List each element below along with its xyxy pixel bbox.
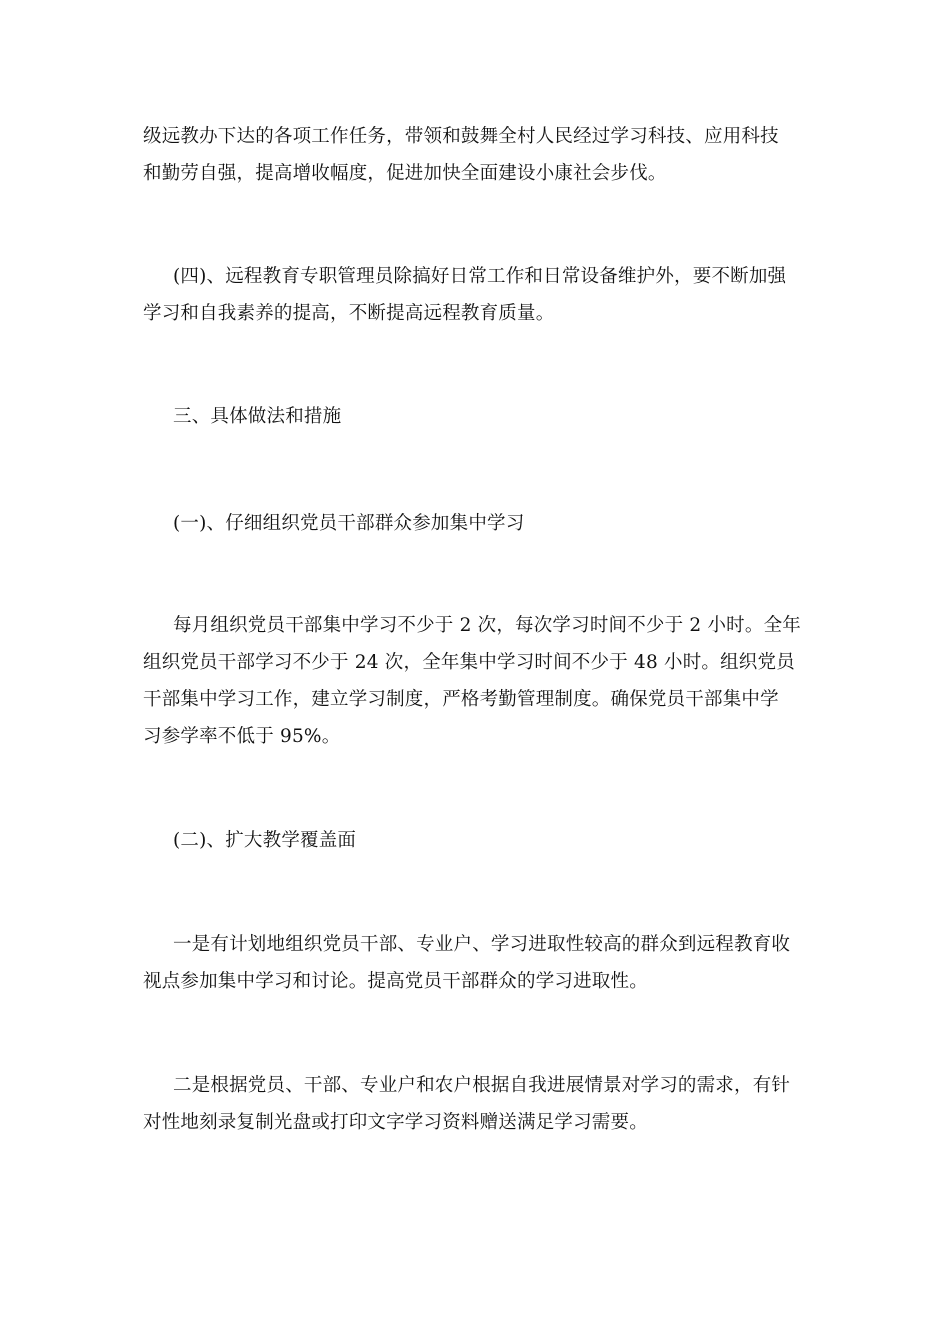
text-line: 和勤劳自强，提高增收幅度，促进加快全面建设小康社会步伐。 [143,163,667,184]
text-line: 视点参加集中学习和讨论。提高党员干部群众的学习进取性。 [143,971,648,992]
paragraph-task-continuation [143,118,815,192]
paragraph-monthly-study [143,607,815,755]
text-line: 每月组织党员干部集中学习不少于 2 次，每次学习时间不少于 2 小时。全年 [173,615,801,636]
paragraph-item-four [143,258,815,332]
text-line: 干部集中学习工作，建立学习制度，严格考勤管理制度。确保党员干部集中学 [143,689,779,710]
text-line: 习参学率不低于 95%。 [143,726,341,747]
text-line: 对性地刻录复制光盘或打印文字学习资料赠送满足学习需要。 [143,1112,648,1133]
paragraph-plan-two [143,1067,815,1141]
text-line: 学习和自我素养的提高，不断提高远程教育质量。 [143,303,555,324]
paragraph-plan-one [143,926,815,1000]
section-heading-methods [143,398,815,435]
text-line: 级远教办下达的各项工作任务，带领和鼓舞全村人民经过学习科技、应用科技 [143,126,779,147]
text-line: (二)、扩大教学覆盖面 [173,830,357,851]
text-line: (一)、仔细组织党员干部群众参加集中学习 [173,513,525,534]
text-line: 一是有计划地组织党员干部、专业户、学习进取性较高的群众到远程教育收 [173,934,791,955]
text-line: 三、具体做法和措施 [173,406,342,427]
text-line: 组织党员干部学习不少于 24 次，全年集中学习时间不少于 48 小时。组织党员 [143,652,795,673]
text-line: (四)、远程教育专职管理员除搞好日常工作和日常设备维护外，要不断加强 [173,266,787,287]
text-line: 二是根据党员、干部、专业户和农户根据自我进展情景对学习的需求，有针 [173,1075,791,1096]
subheading-item-one [143,505,815,542]
subheading-item-two [143,822,815,859]
